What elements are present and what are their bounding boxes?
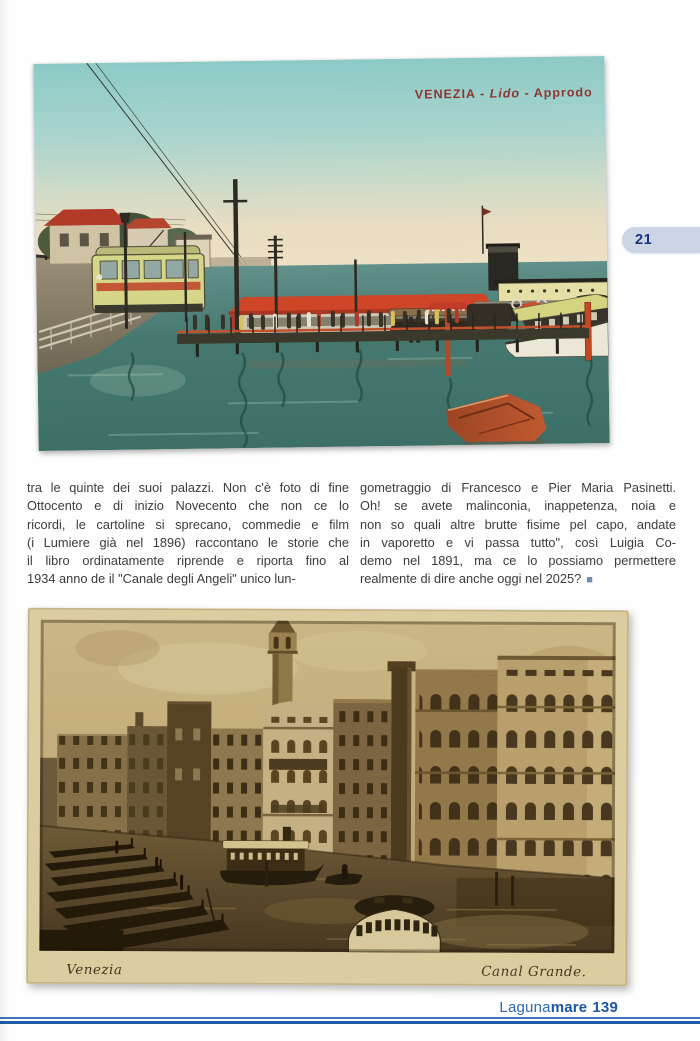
text-line: gometraggio di Francesco e Pier Maria Pasinetti. [360, 480, 676, 495]
article-end-mark: ■ [586, 574, 593, 587]
footer-rule-thick [0, 1021, 700, 1024]
page-number-badge [622, 227, 700, 253]
postcard-canal-grande [26, 608, 629, 987]
footer-page-number: 139 [592, 999, 618, 1016]
text-line: ricordi, le cartoline si sprecano, commedie e film [27, 516, 349, 532]
text-line: 1934 anno de il "Canale degli Angeli" unico lun- [27, 571, 296, 587]
text-line: tra le quinte dei suoi palazzi. Non c'è foto di fine [27, 480, 349, 495]
footer-rule-thin [0, 1017, 700, 1019]
page-number: 21 [635, 232, 653, 248]
postcard-caption-right: Canal Grande. [481, 963, 587, 981]
sepia-photo [39, 610, 619, 953]
postcard-caption: VENEZIA - Lido - Approdo [414, 85, 593, 102]
brand-bold: mare [550, 999, 588, 1016]
palazzi-center [263, 699, 392, 864]
article-column-left [27, 479, 349, 589]
text-line: non so quali altre brutte fisime pel capo, andate [360, 516, 676, 532]
text-line: (i Lumiere già nel 1896) raccontano le storie che [27, 534, 349, 550]
postcard-caption-left: Venezia [66, 961, 123, 979]
postcard-canal-illustration [26, 608, 629, 987]
vaporetto-bottom [348, 895, 440, 952]
brand-light: Laguna [499, 999, 551, 1016]
text-line: realmente di dire anche oggi nel 2025? ■ [360, 571, 593, 587]
text-line: in vaporetto e vi passa tutto", così Luigia Co- [360, 534, 676, 550]
postcard-lido-approdo [33, 56, 609, 451]
palazzi-right [415, 655, 616, 884]
text-line: demo nel 1891, ma ce lo possiamo permettere [360, 553, 676, 569]
postcard-lido-illustration [33, 56, 609, 451]
text-line: il libro ordinatamente riprende e riporta fino al [27, 553, 349, 569]
text-line: Oh! se avete malinconia, inappetenza, noia e [360, 498, 676, 514]
article-column-right [360, 479, 676, 590]
text-line: Ottocento e di inizio Novecento che non ce lo [27, 498, 349, 514]
footer-brand [499, 999, 618, 1017]
